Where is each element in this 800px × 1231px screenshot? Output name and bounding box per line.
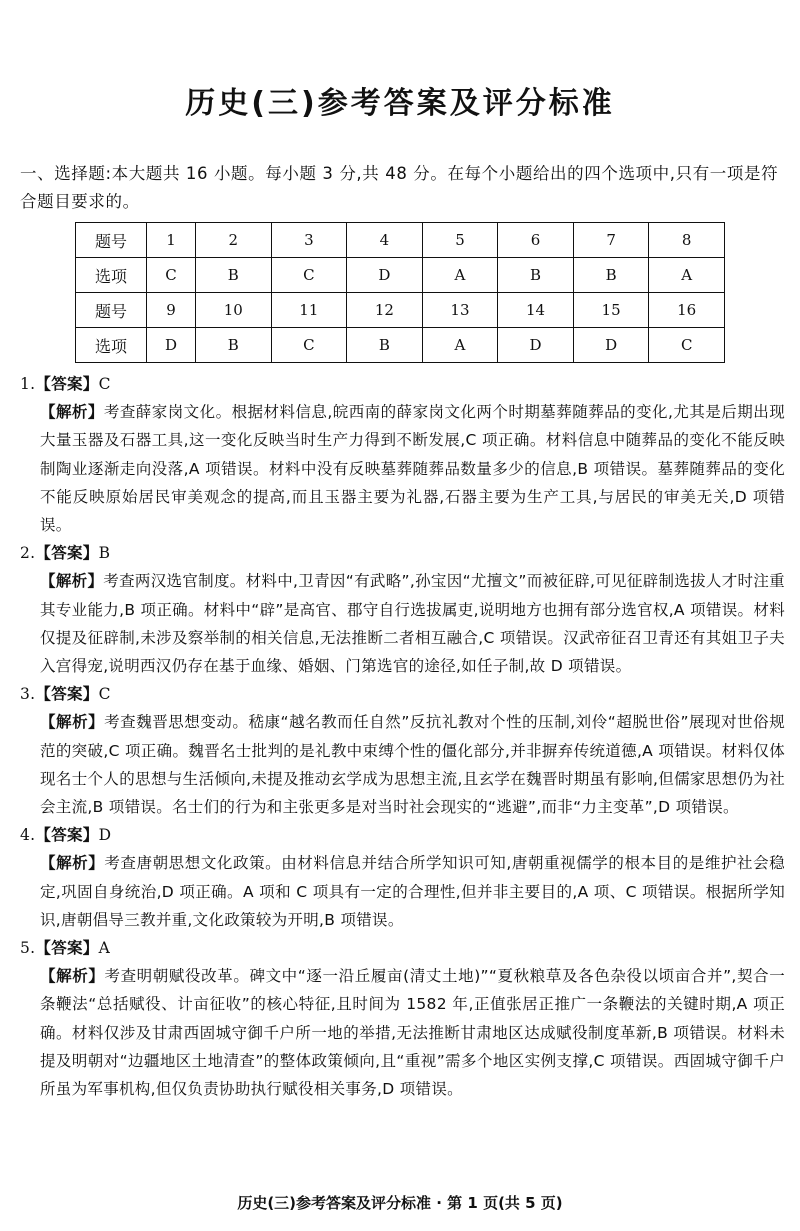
explanation-tag: 【解析】 [40,854,105,873]
explanation-tag: 【解析】 [40,403,104,422]
answer-line [20,539,785,567]
table-cell: B [498,258,574,293]
list-item [20,934,785,1103]
explanation [40,849,785,934]
list-item [20,680,785,821]
explanation-text: 考查薛家岗文化。根据材料信息,皖西南的薛家岗文化两个时期墓葬随葬品的变化,尤其是后期出现大量玉器及石器工具,这一变化反映当时生产力得到不断发展,C 项正确。材料信息中随葬品的变化不能反映制陶业逐渐走向没落,A 项错误。材料中没有反映墓葬随葬品数量多少的信息,B 项错误。墓葬随葬品的变化不能反映原始居民审美观念的提高,而且玉器主要为礼器,石器主要为生产工具,与居民的审美无关,D 项错误。 [40,403,785,535]
item-number: 5. [20,939,36,958]
table-cell: 11 [271,293,347,328]
table-cell: 7 [573,223,649,258]
explanation-text: 考查两汉选官制度。材料中,卫青因“有武略”,孙宝因“尤擅文”而被征辟,可见征辟制选拔人才时注重其专业能力,B 项正确。材料中“辟”是高官、郡守自行选拔属吏,说明地方也拥有部分选官权,A 项错误。材料仅提及征辟制,未涉及察举制的相关信息,无法推断二者相互融合,C 项错误。汉武帝征召卫青还有其姐卫子夫入宫得宠,说明西汉仍存在基于血缘、婚姻、门第选官的途径,如任子制,故 D 项错误。 [40,572,785,676]
answer-tag: 【答案】 [35,375,99,393]
answer-tag: 【答案】 [35,544,99,563]
answer-line [20,934,785,962]
explanation [40,398,785,539]
explanation [40,962,785,1103]
table-cell: A [422,328,498,363]
explanation-tag: 【解析】 [40,967,105,986]
table-cell: C [271,328,347,363]
table-cell: 3 [271,223,347,258]
row-label: 题号 [76,223,147,258]
table-cell: 8 [649,223,725,258]
table-cell: 6 [498,223,574,258]
answer-tag: 【答案】 [35,685,99,704]
table-cell: 5 [422,223,498,258]
item-number: 1. [20,375,36,393]
table-cell: 1 [147,223,196,258]
table-cell: 13 [422,293,498,328]
item-number: 2. [20,544,36,563]
explanation [40,567,785,680]
answer-line [20,680,785,708]
table-cell: D [498,328,574,363]
explanation [40,708,785,821]
explanation-text: 考查唐朝思想文化政策。由材料信息并结合所学知识可知,唐朝重视儒学的根本目的是维护社会稳定,巩固自身统治,D 项正确。A 项和 C 项具有一定的合理性,但并非主要目的,A 项、C 项错误。根据所学知识,唐朝倡导三教并重,文化政策较为开明,B 项错误。 [40,854,785,929]
row-label: 选项 [76,258,147,293]
table-cell: 15 [573,293,649,328]
table-cell: 9 [147,293,196,328]
answer-table [75,222,725,363]
table-cell: 10 [196,293,272,328]
row-label: 题号 [76,293,147,328]
answer-letter: D [98,826,112,845]
explanation-tag: 【解析】 [40,572,104,591]
list-item [20,539,785,680]
answer-tag: 【答案】 [35,939,99,958]
table-cell: C [271,258,347,293]
answer-letter: C [98,375,111,393]
table-row [76,328,725,363]
answer-letter: C [98,685,111,704]
answer-letter: A [98,939,111,958]
item-number: 3. [20,685,36,704]
explanation-text: 考查魏晋思想变动。嵇康“越名教而任自然”反抗礼教对个性的压制,刘伶“超脱世俗”展现对世俗规范的突破,C 项正确。魏晋名士批判的是礼教中束缚个性的僵化部分,并非摒弃传统道德,A 项错误。材料仅体现名士个人的思想与生活倾向,未提及推动玄学成为思想主流,且玄学在魏晋时期虽有影响,但儒家思想仍为社会主流,B 项错误。名士们的行为和主张更多是对当时社会现实的“逃避”,而非“力主变革”,D 项错误。 [40,713,785,817]
answer-letter: B [98,544,111,563]
table-cell: 12 [347,293,423,328]
list-item [20,370,785,539]
section-instructions: 一、选择题:本大题共 16 小题。每小题 3 分,共 48 分。在每个小题给出的四个选项中,只有一项是符合题目要求的。 [20,164,779,211]
item-number: 4. [20,826,36,845]
table-row [76,293,725,328]
table-cell: D [573,328,649,363]
table-row [76,258,725,293]
table-cell: B [196,258,272,293]
answer-line [20,821,785,849]
table-cell: C [649,328,725,363]
table-cell: B [347,328,423,363]
answer-explanations [20,370,785,1103]
answer-line [20,370,785,398]
table-cell: A [422,258,498,293]
page-footer: 历史(三)参考答案及评分标准 · 第 1 页(共 5 页) [237,1194,563,1212]
table-cell: C [147,258,196,293]
table-cell: 14 [498,293,574,328]
table-cell: B [196,328,272,363]
table-cell: 2 [196,223,272,258]
table-cell: 4 [347,223,423,258]
explanation-text: 考查明朝赋役改革。碑文中“逐一沿丘履亩(清丈土地)”“夏秋粮草及各色杂役以顷亩合并”,契合一条鞭法“总括赋役、计亩征收”的核心特征,且时间为 1582 年,正值张居正推广一条鞭法的关键时期,A 项正确。材料仅涉及甘肃西固城守御千户所一地的举措,无法推断甘肃地区达成赋役制度革新,B 项错误。材料未提及明朝对“边疆地区土地清查”的整体政策倾向,且“重视”需多个地区实例支撑,C 项错误。西固城守御千户所虽为军事机构,但仅负责协助执行赋役相关事务,D 项错误。 [40,967,785,1099]
list-item [20,821,785,934]
answer-tag: 【答案】 [35,826,99,845]
table-cell: A [649,258,725,293]
table-cell: B [573,258,649,293]
explanation-tag: 【解析】 [40,713,105,732]
table-cell: 16 [649,293,725,328]
table-cell: D [147,328,196,363]
row-label: 选项 [76,328,147,363]
page-title: 历史(三)参考答案及评分标准 [185,86,615,121]
table-cell: D [347,258,423,293]
table-row [76,223,725,258]
